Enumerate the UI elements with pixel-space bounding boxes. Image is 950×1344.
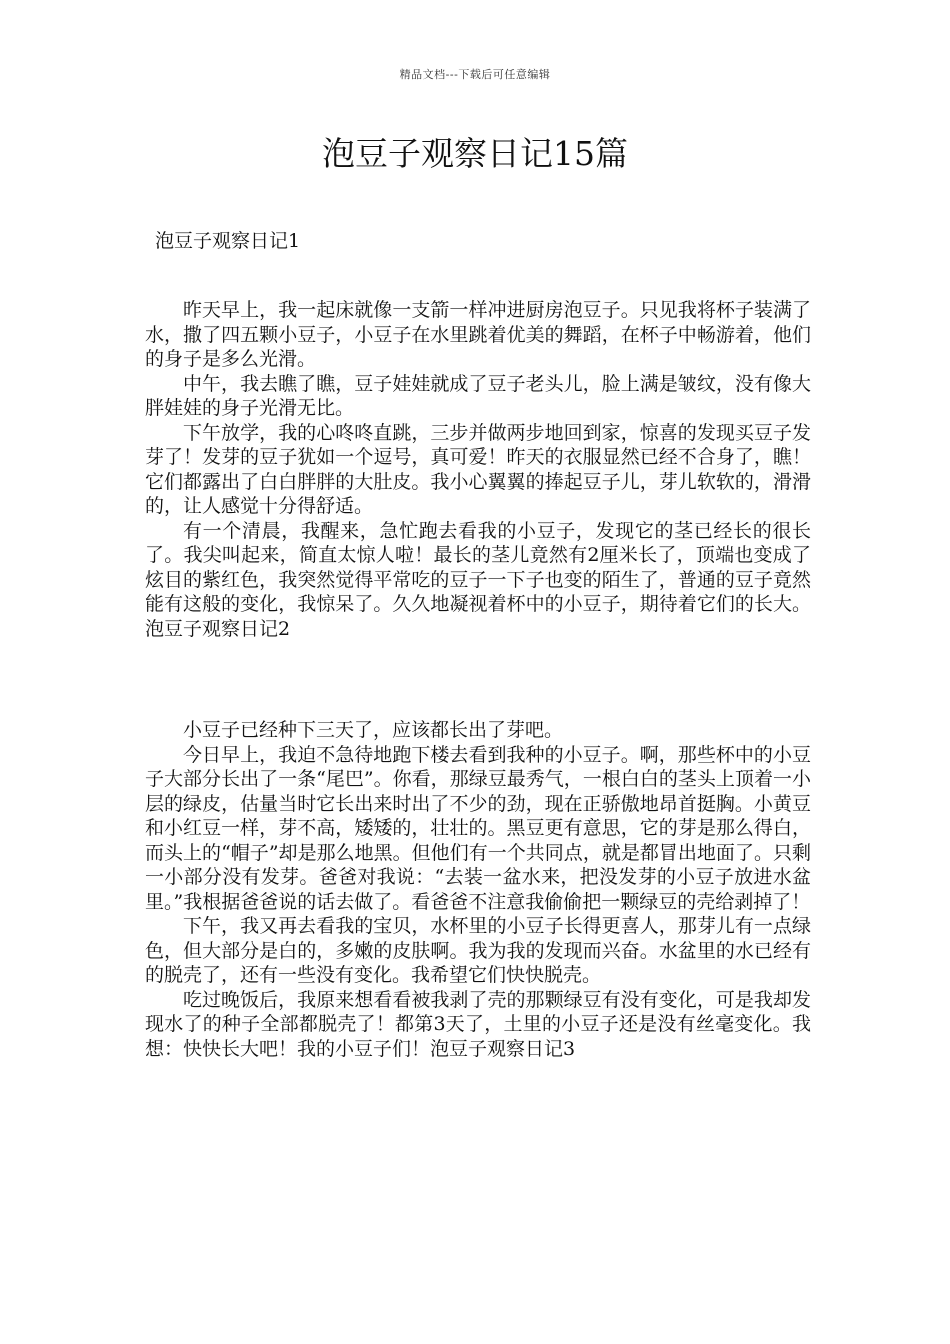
page-header-note: 精品文档---下载后可任意编辑 — [399, 68, 551, 81]
paragraph: 下午放学，我的心咚咚直跳，三步并做两步地回到家，惊喜的发现买豆子发芽了！发芽的豆子犹如一个逗号，真可爱！昨天的衣服显然已经不合身了，瞧！它们都露出了白白胖胖的大肚皮。我小心翼翼的捧起豆子儿，芽儿软软的，滑滑的，让人感觉十分得舒适。 — [145, 421, 811, 517]
paragraph: 中午，我去瞧了瞧，豆子娃娃就成了豆子老头儿，脸上满是皱纹，没有像大胖娃娃的身子光滑无比。 — [145, 372, 811, 419]
diary-entry-2 — [145, 718, 811, 1061]
document-title: 泡豆子观察日记15篇 — [322, 134, 628, 173]
paragraph: 吃过晚饭后，我原来想看看被我剥了壳的那颗绿豆有没有变化，可是我却发现水了的种子全部都脱壳了！都第3天了，土里的小豆子还是没有丝毫变化。我想：快快长大吧！我的小豆子们！泡豆子观察日记3 — [145, 988, 811, 1060]
paragraph: 下午，我又再去看我的宝贝，水杯里的小豆子长得更喜人，那芽儿有一点绿色，但大部分是白的，多嫩的皮肤啊。我为我的发现而兴奋。水盆里的水已经有的脱壳了，还有一些没有变化。我希望它们快快脱壳。 — [145, 915, 811, 986]
paragraph: 今日早上，我迫不急待地跑下楼去看到我种的小豆子。啊，那些杯中的小豆子大部分长出了一条“尾巴”。你看，那绿豆最秀气，一根白白的茎头上顶着一小层的绿皮，估量当时它长出来时出了不少的劲，现在正骄傲地昂首挺胸。小黄豆和小红豆一样，芽不高，矮矮的，壮壮的。黑豆更有意思，它的芽是那么得白，而头上的“帽子”却是那么地黑。但他们有一个共同点，就是都冒出地面了。只剩一小部分没有发芽。爸爸对我说：“去装一盆水来，把没发芽的小豆子放进水盆里。”我根据爸爸说的话去做了。看爸爸不注意我偷偷把一颗绿豆的壳给剥掉了！ — [145, 743, 811, 913]
section-heading: 泡豆子观察日记1 — [155, 230, 301, 252]
paragraph: 有一个清晨，我醒来，急忙跑去看我的小豆子，发现它的茎已经长的很长了。我尖叫起来，简直太惊人啦！最长的茎儿竟然有2厘米长了，顶端也变成了炫目的紫红色，我突然觉得平常吃的豆子一下子也变的陌生了，普通的豆子竟然能有这般的变化，我惊呆了。久久地凝视着杯中的小豆子，期待着它们的长大。泡豆子观察日记2 — [145, 519, 811, 640]
paragraph: 昨天早上，我一起床就像一支箭一样冲进厨房泡豆子。只见我将杯子装满了水，撒了四五颗小豆子，小豆子在水里跳着优美的舞蹈，在杯子中畅游着，他们的身子是多么光滑。 — [145, 299, 811, 370]
paragraph: 小豆子已经种下三天了，应该都长出了芽吧。 — [183, 719, 564, 741]
diary-entry-1 — [145, 298, 811, 641]
